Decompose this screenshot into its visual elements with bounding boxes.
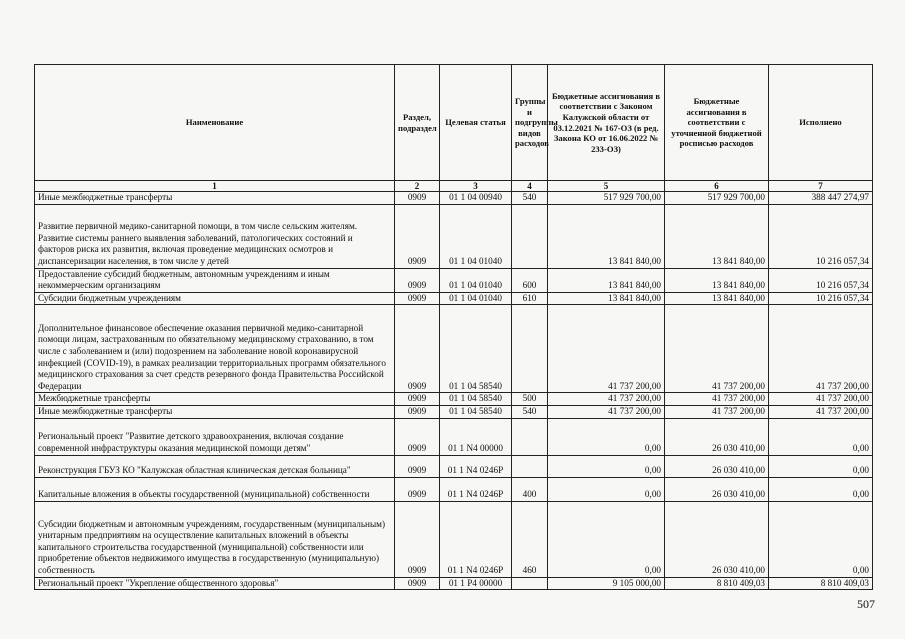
header-groups: Группы и подгруппы видов расходов <box>512 65 548 181</box>
row-executed: 0,00 <box>769 501 873 577</box>
row-name: Субсидии бюджетным учреждениям <box>35 292 395 305</box>
table-row <box>35 405 873 418</box>
row-group: 460 <box>512 501 548 577</box>
row-name: Региональный проект "Укрепление общественного здоровья" <box>35 577 395 590</box>
row-budget: 41 737 200,00 <box>548 305 665 393</box>
row-section: 0909 <box>395 501 440 577</box>
row-section: 0909 <box>395 204 440 268</box>
row-group <box>512 305 548 393</box>
row-article: 01 1 04 01040 <box>440 204 512 268</box>
row-article: 01 1 04 58540 <box>440 405 512 418</box>
column-number: 6 <box>665 181 769 192</box>
row-refined: 26 030 410,00 <box>665 455 769 477</box>
row-section: 0909 <box>395 455 440 477</box>
row-section: 0909 <box>395 477 440 501</box>
row-name: Региональный проект "Развитие детского здравоохранения, включая создание современной инфраструктуры оказания медицинской помощи детям" <box>35 418 395 455</box>
row-budget: 13 841 840,00 <box>548 292 665 305</box>
table-row <box>35 501 873 577</box>
header-executed: Исполнено <box>769 65 873 181</box>
row-name: Развитие первичной медико-санитарной помощи, в том числе сельским жителям. Развитие системы раннего выявления заболеваний, патологических состояний и факторов риска их развития, включая проведение медицинских осмотров и диспансеризации населения, в том числе у детей <box>35 204 395 268</box>
row-name: Субсидии бюджетным и автономным учреждениям, государственным (муниципальным) унитарным предприятиям на осуществление капитальных вложений в объекты капитального строительства государственной (муниципальной) собственности или приобретение объектов недвижимого имущества в государственную (муниципальную) собственность <box>35 501 395 577</box>
row-budget: 41 737 200,00 <box>548 405 665 418</box>
row-article: 01 1 04 58540 <box>440 305 512 393</box>
row-refined: 8 810 409,03 <box>665 577 769 590</box>
row-section: 0909 <box>395 292 440 305</box>
header-budget-law: Бюджетные ассигнования в соответствии с Законом Калужской области от 03.12.2021 № 167-ОЗ (в ред. Закона КО от 16.06.2022 № 233-ОЗ) <box>548 65 665 181</box>
table-row <box>35 268 873 292</box>
row-name: Дополнительное финансовое обеспечение оказания первичной медико-санитарной помощи лицам, застрахованным по обязательному медицинскому страхованию, в том числе с заболеванием и (или) подозрением на заболевание новой коронавирусной инфекцией (COVID-19), в рамках реализации территориальных программ обязательного медицинского страхования за счет средств резервного фонда Правительства Российской Федерации <box>35 305 395 393</box>
page-number: 507 <box>857 597 875 611</box>
row-section: 0909 <box>395 418 440 455</box>
row-executed: 10 216 057,34 <box>769 292 873 305</box>
row-group: 600 <box>512 268 548 292</box>
row-group: 540 <box>512 405 548 418</box>
row-name: Межбюджетные трансферты <box>35 393 395 406</box>
column-number: 7 <box>769 181 873 192</box>
column-number-row <box>35 181 873 192</box>
column-number: 1 <box>35 181 395 192</box>
row-article: 01 1 N4 0246P <box>440 501 512 577</box>
table-row <box>35 292 873 305</box>
row-budget: 9 105 000,00 <box>548 577 665 590</box>
row-section: 0909 <box>395 305 440 393</box>
header-budget-refined: Бюджетные ассигнования в соответствии с уточненной бюджетной росписью расходов <box>665 65 769 181</box>
table-row <box>35 192 873 205</box>
column-number: 4 <box>512 181 548 192</box>
table-row <box>35 418 873 455</box>
row-group <box>512 418 548 455</box>
row-budget: 13 841 840,00 <box>548 268 665 292</box>
row-name: Иные межбюджетные трансферты <box>35 405 395 418</box>
row-group <box>512 455 548 477</box>
budget-table <box>34 64 873 590</box>
row-section: 0909 <box>395 192 440 205</box>
row-refined: 41 737 200,00 <box>665 393 769 406</box>
row-budget: 41 737 200,00 <box>548 393 665 406</box>
row-refined: 41 737 200,00 <box>665 405 769 418</box>
row-executed: 10 216 057,34 <box>769 268 873 292</box>
row-article: 01 1 04 00940 <box>440 192 512 205</box>
row-refined: 13 841 840,00 <box>665 268 769 292</box>
header-name: Наименование <box>35 65 395 181</box>
row-section: 0909 <box>395 405 440 418</box>
row-refined: 517 929 700,00 <box>665 192 769 205</box>
row-name: Иные межбюджетные трансферты <box>35 192 395 205</box>
row-article: 01 1 N4 0246P <box>440 477 512 501</box>
row-executed: 0,00 <box>769 455 873 477</box>
row-refined: 26 030 410,00 <box>665 477 769 501</box>
row-article: 01 1 N4 0246P <box>440 455 512 477</box>
column-number: 5 <box>548 181 665 192</box>
row-group <box>512 204 548 268</box>
table-row <box>35 393 873 406</box>
row-article: 01 1 04 01040 <box>440 268 512 292</box>
table-header-row <box>35 65 873 181</box>
row-budget: 0,00 <box>548 455 665 477</box>
column-number: 3 <box>440 181 512 192</box>
row-budget: 0,00 <box>548 501 665 577</box>
row-article: 01 1 04 01040 <box>440 292 512 305</box>
row-executed: 41 737 200,00 <box>769 305 873 393</box>
row-executed: 41 737 200,00 <box>769 393 873 406</box>
row-article: 01 1 N4 00000 <box>440 418 512 455</box>
header-article: Целевая статья <box>440 65 512 181</box>
row-refined: 26 030 410,00 <box>665 501 769 577</box>
row-executed: 41 737 200,00 <box>769 405 873 418</box>
row-executed: 10 216 057,34 <box>769 204 873 268</box>
row-executed: 388 447 274,97 <box>769 192 873 205</box>
row-name: Реконструкция ГБУЗ КО "Калужская областная клиническая детская больница" <box>35 455 395 477</box>
column-number: 2 <box>395 181 440 192</box>
row-group: 500 <box>512 393 548 406</box>
row-group: 540 <box>512 192 548 205</box>
row-refined: 41 737 200,00 <box>665 305 769 393</box>
row-executed: 0,00 <box>769 477 873 501</box>
row-article: 01 1 P4 00000 <box>440 577 512 590</box>
row-group: 610 <box>512 292 548 305</box>
table-row <box>35 204 873 268</box>
row-section: 0909 <box>395 268 440 292</box>
row-executed: 8 810 409,03 <box>769 577 873 590</box>
table-row <box>35 577 873 590</box>
table-row <box>35 477 873 501</box>
row-group <box>512 577 548 590</box>
row-refined: 26 030 410,00 <box>665 418 769 455</box>
row-budget: 13 841 840,00 <box>548 204 665 268</box>
row-article: 01 1 04 58540 <box>440 393 512 406</box>
row-executed: 0,00 <box>769 418 873 455</box>
header-section: Раздел, подраздел <box>395 65 440 181</box>
table-row <box>35 305 873 393</box>
row-budget: 0,00 <box>548 477 665 501</box>
table-row <box>35 455 873 477</box>
row-name: Предоставление субсидий бюджетным, автономным учреждениям и иным некоммерческим организациям <box>35 268 395 292</box>
row-budget: 0,00 <box>548 418 665 455</box>
row-section: 0909 <box>395 393 440 406</box>
row-refined: 13 841 840,00 <box>665 204 769 268</box>
row-group: 400 <box>512 477 548 501</box>
row-refined: 13 841 840,00 <box>665 292 769 305</box>
row-budget: 517 929 700,00 <box>548 192 665 205</box>
row-name: Капитальные вложения в объекты государственной (муниципальной) собственности <box>35 477 395 501</box>
row-section: 0909 <box>395 577 440 590</box>
